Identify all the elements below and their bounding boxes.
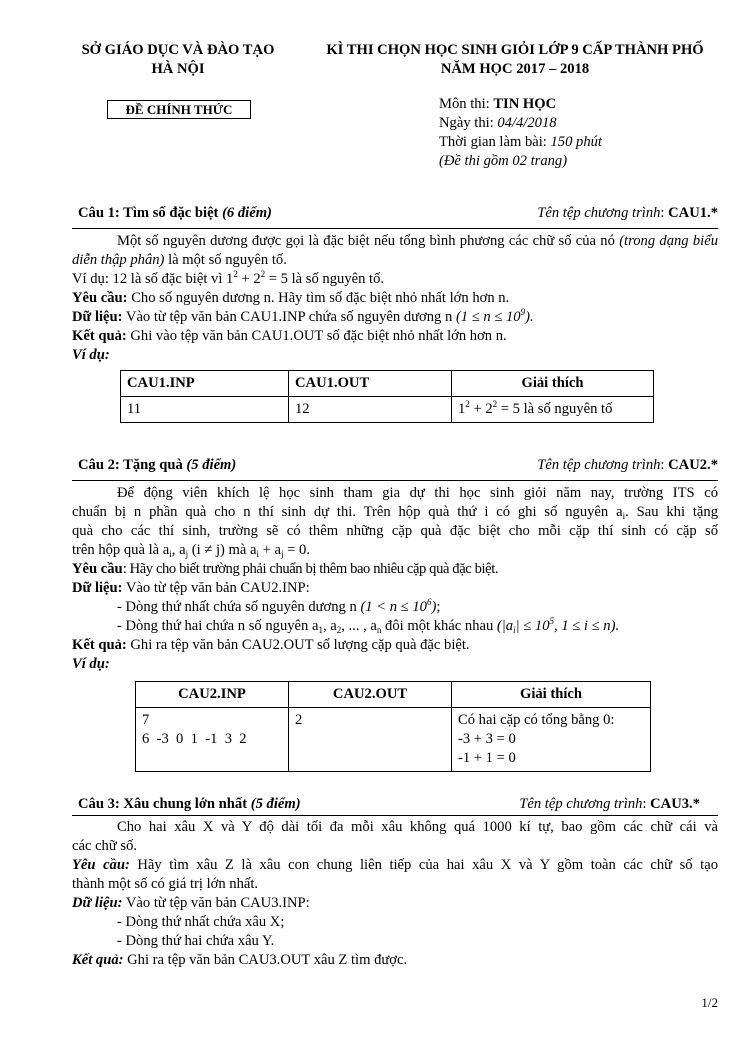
q1-example-c: = 5 là số nguyên tố. [265,271,385,287]
q1-title: Câu 1: Tìm số đặc biệt [78,205,223,221]
q1-td-explain-c: = 5 là số nguyên tố [497,401,613,417]
q1-file: Tên tệp chương trình: CAU1.* [537,205,718,221]
q2-sub-i-3: i [256,549,259,559]
q3-data-label: Dữ liệu: [72,895,123,911]
q1-constraint-exp: 9 [520,307,526,317]
q2-sub-j-2: j [281,549,284,559]
q2-p-line4b: , a [171,542,186,558]
q2-req-text: : Hãy cho biết trường phải chuẩn bị thêm bao nhiêu cặp quà đặc biệt. [122,561,499,577]
subject-row [439,95,729,114]
q2-result-text: Ghi ra tệp văn bản CAU2.OUT số lượng cặp quà đặc biệt. [126,637,470,653]
q2-td-explain [452,708,651,772]
q2-p-line4a: trên hộp quà là a [72,542,170,558]
q3-title: Câu 3: Xâu chung lớn nhất [78,796,251,812]
q2-td-out: 2 [289,708,452,772]
q3-p-line2: các chữ số. [72,838,138,854]
q2-points: (5 điểm) [186,457,237,473]
dept-line-1: SỞ GIÁO DỤC VÀ ĐÀO TẠO [81,42,275,58]
date-row [439,114,729,133]
q3-file: Tên tệp chương trình: CAU3.* [519,796,700,812]
exam-title [300,41,730,79]
q1-td-sup-2: 2 [492,399,498,409]
time-label: Thời gian làm bài: [439,134,551,150]
q1-data [72,308,718,327]
q2-p-line4 [72,541,718,560]
subject-value: TIN HỌC [493,96,557,112]
q1-requirement [72,289,718,308]
q2-p-line4e: = 0. [283,542,310,558]
q2-requirement [72,560,718,579]
q3-req-line1 [72,856,718,875]
date-value: 04/4/2018 [497,115,557,131]
q3-result-text: Ghi ra tệp văn bản CAU3.OUT xâu Z tìm được. [123,952,408,968]
exam-info [439,95,729,171]
q1-th-out: CAU1.OUT [289,371,452,397]
q2-sub-j-1: j [185,549,189,559]
q1-td-inp: 11 [121,397,289,423]
q2-body [72,484,718,674]
q2-td-inp [136,708,289,772]
q2-line2d: đôi một khác nhau [381,618,497,634]
q2-p-line4c: (i ≠ j) mà a [188,542,257,558]
q2-line2-subi: i [513,625,516,635]
q1-constraint-a: (1 ≤ n ≤ 10 [455,309,521,325]
q2-td-inp-l1: 7 [142,712,150,728]
q1-example [72,270,718,289]
q1-constraint-b: ). [525,309,534,325]
q2-line2b: , a [322,618,337,634]
q1-vidu: Ví dụ: [72,347,110,363]
q2-p-line1: Để động viên khích lệ học sinh tham gia dự thi học sinh giỏi năm nay, trường ITS có [117,485,718,501]
q3-points: (5 điểm) [250,796,301,812]
q3-data-line2: - Dòng thứ hai chứa xâu Y. [117,933,275,949]
official-box: ĐỀ CHÍNH THỨC [107,100,251,119]
q2-p-line2a: chuẩn bị n phần quà cho n thí sinh dự thi. Trên hộp quà thứ i có ghi số nguyên a [72,504,623,520]
q2-file: Tên tệp chương trình: CAU2.* [537,457,718,473]
q2-line1d: ; [436,599,441,615]
q3-req-label: Yêu cầu: [72,857,130,873]
q2-th-explain: Giải thích [452,682,651,708]
q1-result-text: Ghi vào tệp văn bản CAU1.OUT số đặc biệt nhỏ nhất lớn hơn n. [126,328,507,344]
q1-file-label: Tên tệp chương trình [537,205,661,221]
q2-file-label: Tên tệp chương trình [537,457,661,473]
q2-p-line4d: + a [258,542,281,558]
q1-data-label: Dữ liệu: [72,309,123,325]
q1-td-explain-b: + 2 [469,401,493,417]
q2-line2-exp: 5 [549,616,555,626]
q1-p1b: (trong dạng biểu diễn thập phân) [72,233,718,268]
dept-name [62,41,294,79]
q3-file-label: Tên tệp chương trình [519,796,643,812]
q2-p-line3: quà cho các thí sinh, trường sẽ có thêm những cặp quà đặc biệt cho mỗi cặp thí sinh có cặp số [72,523,718,539]
q2-result [72,636,718,655]
q2-example-table [135,681,651,772]
q2-p-line2 [72,503,718,522]
q1-title-row [78,204,718,224]
q2-line2f: | ≤ 10 [515,618,550,634]
q2-line2-subn: n [376,625,382,635]
q2-td-explain-l2: -3 + 3 = 0 [458,731,516,747]
exam-line-1: KÌ THI CHỌN HỌC SINH GIỎI LỚP 9 CẤP THÀNH PHỐ [326,42,704,58]
q2-req-label: Yêu cầu [72,561,123,577]
q3-data-line1: - Dòng thứ nhất chứa xâu X; [117,914,285,930]
dept-line-2: HÀ NỘI [151,61,205,77]
q3-divider [72,815,718,816]
q1-example-table [120,370,654,423]
q2-line2a: - Dòng thứ hai chứa n số nguyên a [117,618,319,634]
q2-th-out: CAU2.OUT [289,682,452,708]
q1-paragraph [72,232,718,270]
q1-result [72,327,718,346]
q1-req-label: Yêu cầu: [72,290,128,306]
q1-p1c: là một số nguyên tố. [164,252,287,268]
q3-req-l1: Hãy tìm xâu Z là xâu con chung liên tiếp của hai xâu X và Y gồm toàn các chữ số tạo [129,857,718,873]
pages-note: (Đề thi gồm 02 trang) [439,153,568,169]
time-value: 150 phút [550,134,602,150]
q2-p-line2b: . Sau khi tặng [625,504,718,520]
q2-td-explain-l1: Có hai cặp có tổng bằng 0: [458,712,615,728]
q3-p-line1: Cho hai xâu X và Y độ dài tối đa mỗi xâu không quá 1000 kí tự, bao gồm các chữ cái và [117,819,718,835]
q1-th-inp: CAU1.INP [121,371,289,397]
page-number: 1/2 [701,995,718,1010]
q1-body [72,232,718,365]
q2-line2-sub1: 1 [318,625,323,635]
q1-td-explain-a: 1 [458,401,466,417]
q2-line1c: ) [431,599,437,615]
table-row [121,371,654,397]
q2-file-value: CAU2.* [668,457,718,473]
q1-td-explain [452,397,654,423]
q1-td-out: 12 [289,397,452,423]
q1-example-a: Ví dụ: 12 là số đặc biệt vì 1 [72,271,234,287]
table-row [136,708,651,772]
q3-body [72,818,718,970]
q2-data-line1 [72,598,718,617]
q3-req-line2: thành một số có giá trị lớn nhất. [72,876,259,892]
exam-line-2: NĂM HỌC 2017 – 2018 [440,61,590,77]
q2-th-inp: CAU2.INP [136,682,289,708]
q2-line2g: , 1 ≤ i ≤ n). [554,618,620,634]
q1-example-b: + 2 [237,271,261,287]
q2-data-text: Vào từ tệp văn bản CAU2.INP: [122,580,310,596]
q2-line1b: (1 < n ≤ 10 [360,599,427,615]
q3-title-row [78,795,700,815]
q2-line2e: (|a [496,618,514,634]
q3-result [72,951,718,970]
q3-data-text: Vào từ tệp văn bản CAU3.INP: [122,895,310,911]
date-label: Ngày thi: [439,115,498,131]
q2-vidu: Ví dụ: [72,656,110,672]
q2-line2c: , ... , a [341,618,377,634]
q3-result-label: Kết quả: [72,952,124,968]
q2-title: Câu 2: Tặng quà [78,457,187,473]
q1-td-sup-1: 2 [465,399,470,409]
q2-sub-i-1: i [622,511,626,521]
q1-result-label: Kết quả: [72,328,127,344]
q1-req-text: Cho số nguyên dương n. Hãy tìm số đặc biệt nhỏ nhất lớn hơn n. [127,290,510,306]
time-row [439,133,729,152]
q1-file-value: CAU1.* [668,205,718,221]
q2-line1-exp: 6 [426,597,432,607]
q1-points: (6 điểm) [222,205,272,221]
q2-line1a: - Dòng thứ nhất chứa số nguyên dương n [117,599,361,615]
q1-divider [72,228,718,229]
q3-data [72,894,718,913]
q2-result-label: Kết quả: [72,637,127,653]
q1-p1a: Một số nguyên dương được gọi là đặc biệt nếu tổng bình phương các chữ số của nó [117,233,620,249]
q2-data-label: Dữ liệu: [72,580,123,596]
q1-sup-1: 2 [233,269,238,279]
q1-th-explain: Giải thích [452,371,654,397]
q2-td-inp-l2: 6 -3 0 1 -1 3 2 [142,731,247,747]
q3-file-value: CAU3.* [650,796,700,812]
q2-sub-i-2: i [169,549,172,559]
q2-divider [72,480,718,481]
q2-data [72,579,718,598]
subject-label: Môn thi: [439,96,494,112]
q2-line2-sub2: 2 [336,625,342,635]
q2-td-explain-l3: -1 + 1 = 0 [458,750,516,766]
q2-title-row [78,456,718,476]
table-row [136,682,651,708]
q1-sup-2: 2 [260,269,266,279]
q1-data-text: Vào từ tệp văn bản CAU1.INP chứa số nguyên dương n [122,309,456,325]
table-row [121,397,654,423]
q2-data-line2 [72,617,718,636]
